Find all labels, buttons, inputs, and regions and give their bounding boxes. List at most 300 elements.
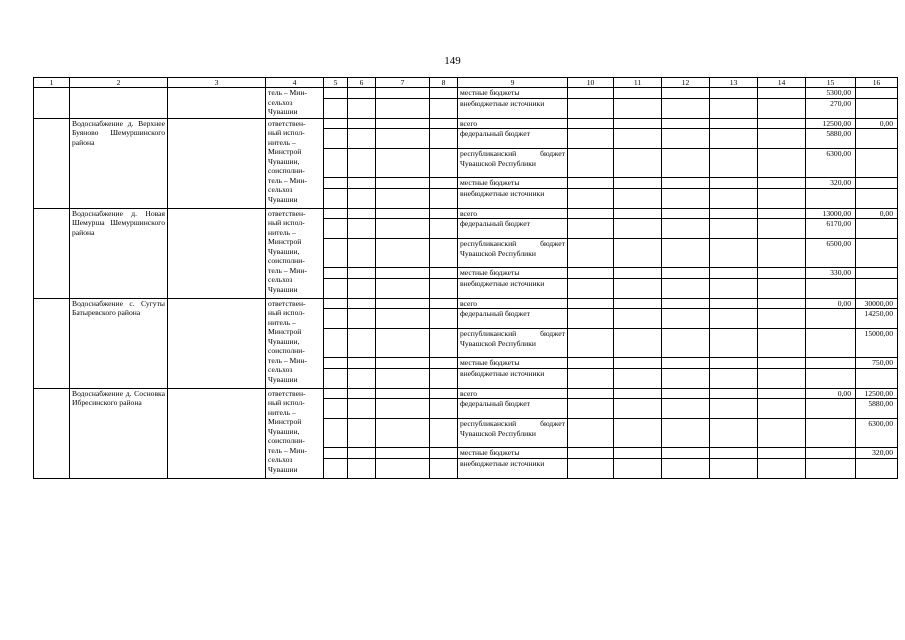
empty-cell (430, 118, 458, 129)
page-number: 149 (444, 55, 461, 67)
empty-cell (758, 149, 806, 178)
empty-cell (614, 118, 662, 129)
empty-cell (758, 368, 806, 388)
funding-source: внебюджетные источники (458, 188, 568, 208)
amount-col15: 13000,00 (806, 208, 856, 219)
empty-cell (662, 388, 710, 399)
empty-cell (614, 309, 662, 329)
result-cell (168, 208, 266, 298)
empty-cell (662, 368, 710, 388)
empty-cell (614, 388, 662, 399)
empty-cell (376, 208, 430, 219)
empty-cell (758, 208, 806, 219)
empty-cell (324, 458, 348, 478)
amount-col15: 0,00 (806, 388, 856, 399)
empty-cell (710, 399, 758, 419)
empty-cell (710, 188, 758, 208)
empty-cell (376, 358, 430, 369)
result-cell (168, 388, 266, 478)
column-header: 5 (324, 78, 348, 88)
empty-cell (430, 458, 458, 478)
empty-cell (430, 268, 458, 279)
amount-col15 (806, 368, 856, 388)
empty-cell (662, 329, 710, 358)
empty-cell (348, 329, 376, 358)
empty-cell (348, 118, 376, 129)
empty-cell (614, 419, 662, 448)
empty-cell (568, 458, 614, 478)
empty-cell (758, 129, 806, 149)
empty-cell (710, 129, 758, 149)
empty-cell (614, 88, 662, 99)
empty-cell (376, 219, 430, 239)
empty-cell (568, 118, 614, 129)
funding-source: местные бюджеты (458, 358, 568, 369)
empty-cell (324, 399, 348, 419)
empty-cell (324, 178, 348, 189)
amount-col16: 0,00 (856, 118, 898, 129)
empty-cell (758, 88, 806, 99)
empty-cell (324, 278, 348, 298)
empty-cell (710, 309, 758, 329)
empty-cell (348, 149, 376, 178)
empty-cell (430, 88, 458, 99)
empty-cell (324, 149, 348, 178)
empty-cell (614, 448, 662, 459)
empty-cell (430, 358, 458, 369)
empty-cell (758, 188, 806, 208)
amount-col16 (856, 458, 898, 478)
empty-cell (568, 129, 614, 149)
empty-cell (568, 208, 614, 219)
result-cell (168, 298, 266, 388)
row-number-cell (34, 118, 70, 208)
empty-cell (376, 268, 430, 279)
funding-source: внебюджетные источники (458, 278, 568, 298)
funding-source: федеральный бюджет (458, 219, 568, 239)
empty-cell (568, 178, 614, 189)
empty-cell (324, 219, 348, 239)
empty-cell (430, 309, 458, 329)
event-name-cell: Водоснабжение д. Верхнее Буяново Шемуршинского района (70, 118, 168, 208)
amount-col16: 320,00 (856, 448, 898, 459)
empty-cell (568, 448, 614, 459)
empty-cell (324, 298, 348, 309)
funding-source: внебюджетные источники (458, 368, 568, 388)
column-header: 16 (856, 78, 898, 88)
column-header: 10 (568, 78, 614, 88)
funding-source: федеральный бюджет (458, 309, 568, 329)
empty-cell (376, 399, 430, 419)
empty-cell (758, 298, 806, 309)
funding-source: республиканский бюджет Чувашской Республики (458, 239, 568, 268)
empty-cell (376, 129, 430, 149)
amount-col16: 30000,00 (856, 298, 898, 309)
empty-cell (348, 448, 376, 459)
amount-col16 (856, 188, 898, 208)
empty-cell (662, 129, 710, 149)
empty-cell (662, 458, 710, 478)
empty-cell (662, 358, 710, 369)
empty-cell (662, 219, 710, 239)
empty-cell (710, 458, 758, 478)
empty-cell (614, 188, 662, 208)
empty-cell (662, 149, 710, 178)
empty-cell (614, 268, 662, 279)
empty-cell (376, 239, 430, 268)
result-cell (168, 88, 266, 119)
empty-cell (758, 448, 806, 459)
empty-cell (376, 278, 430, 298)
empty-cell (430, 368, 458, 388)
empty-cell (568, 188, 614, 208)
empty-cell (430, 178, 458, 189)
amount-col16 (856, 129, 898, 149)
empty-cell (614, 149, 662, 178)
empty-cell (568, 368, 614, 388)
empty-cell (348, 178, 376, 189)
empty-cell (348, 388, 376, 399)
empty-cell (568, 239, 614, 268)
empty-cell (758, 358, 806, 369)
empty-cell (324, 208, 348, 219)
column-header: 15 (806, 78, 856, 88)
executor-cell: ответствен- ный испол- нитель – Минстрой Чувашии, соисполни- тель – Мин- сельхоз Чувашии (266, 298, 324, 388)
column-header: 12 (662, 78, 710, 88)
empty-cell (614, 219, 662, 239)
funding-source: местные бюджеты (458, 178, 568, 189)
amount-col15 (806, 358, 856, 369)
amount-col15: 320,00 (806, 178, 856, 189)
empty-cell (758, 98, 806, 118)
empty-cell (348, 88, 376, 99)
empty-cell (568, 278, 614, 298)
empty-cell (758, 309, 806, 329)
column-header: 2 (70, 78, 168, 88)
empty-cell (430, 98, 458, 118)
empty-cell (568, 358, 614, 369)
amount-col15: 12500,00 (806, 118, 856, 129)
funding-source: местные бюджеты (458, 448, 568, 459)
empty-cell (662, 239, 710, 268)
amount-col15: 5300,00 (806, 88, 856, 99)
funding-source: внебюджетные источники (458, 98, 568, 118)
event-name-cell: Водоснабжение д. Сосновка Ибресинского района (70, 388, 168, 478)
table-row (34, 208, 898, 219)
empty-cell (376, 309, 430, 329)
empty-cell (710, 149, 758, 178)
empty-cell (430, 129, 458, 149)
column-header: 11 (614, 78, 662, 88)
empty-cell (662, 88, 710, 99)
empty-cell (430, 208, 458, 219)
amount-col16 (856, 239, 898, 268)
empty-cell (614, 329, 662, 358)
row-number-cell (34, 298, 70, 388)
empty-cell (662, 208, 710, 219)
empty-cell (348, 399, 376, 419)
empty-cell (568, 309, 614, 329)
empty-cell (376, 448, 430, 459)
amount-col16: 14250,00 (856, 309, 898, 329)
amount-col16: 0,00 (856, 208, 898, 219)
empty-cell (324, 268, 348, 279)
empty-cell (662, 419, 710, 448)
budget-table (33, 77, 898, 479)
empty-cell (430, 399, 458, 419)
executor-cell: ответствен- ный испол- нитель – Минстрой Чувашии, соисполни- тель – Мин- сельхоз Чувашии (266, 208, 324, 298)
funding-source: федеральный бюджет (458, 129, 568, 149)
empty-cell (348, 98, 376, 118)
empty-cell (324, 118, 348, 129)
empty-cell (324, 309, 348, 329)
empty-cell (348, 358, 376, 369)
empty-cell (758, 268, 806, 279)
empty-cell (758, 419, 806, 448)
empty-cell (348, 219, 376, 239)
amount-col15 (806, 419, 856, 448)
empty-cell (662, 268, 710, 279)
empty-cell (662, 399, 710, 419)
amount-col16 (856, 88, 898, 99)
header-row (34, 78, 898, 88)
amount-col15: 6300,00 (806, 149, 856, 178)
empty-cell (710, 298, 758, 309)
amount-col16: 15000,00 (856, 329, 898, 358)
event-name-cell: Водоснабжение с. Сугуты Батыревского района (70, 298, 168, 388)
empty-cell (710, 278, 758, 298)
empty-cell (710, 419, 758, 448)
event-name-cell (70, 88, 168, 119)
funding-source: республиканский бюджет Чувашской Республики (458, 149, 568, 178)
empty-cell (376, 178, 430, 189)
empty-cell (568, 149, 614, 178)
empty-cell (376, 98, 430, 118)
empty-cell (710, 448, 758, 459)
funding-source: местные бюджеты (458, 268, 568, 279)
empty-cell (614, 458, 662, 478)
empty-cell (710, 219, 758, 239)
empty-cell (758, 278, 806, 298)
table-row (34, 298, 898, 309)
amount-col15 (806, 448, 856, 459)
amount-col15: 5880,00 (806, 129, 856, 149)
empty-cell (348, 239, 376, 268)
column-header: 8 (430, 78, 458, 88)
empty-cell (324, 188, 348, 208)
empty-cell (376, 329, 430, 358)
column-header: 9 (458, 78, 568, 88)
empty-cell (710, 329, 758, 358)
amount-col16 (856, 268, 898, 279)
empty-cell (568, 329, 614, 358)
empty-cell (568, 98, 614, 118)
amount-col15 (806, 278, 856, 298)
empty-cell (324, 368, 348, 388)
empty-cell (710, 178, 758, 189)
empty-cell (324, 419, 348, 448)
empty-cell (568, 399, 614, 419)
empty-cell (710, 368, 758, 388)
empty-cell (662, 118, 710, 129)
executor-cell: ответствен- ный испол- нитель – Минстрой Чувашии, соисполни- тель – Мин- сельхоз Чувашии (266, 388, 324, 478)
empty-cell (376, 149, 430, 178)
empty-cell (376, 419, 430, 448)
empty-cell (710, 268, 758, 279)
amount-col15: 6500,00 (806, 239, 856, 268)
empty-cell (568, 219, 614, 239)
column-header: 7 (376, 78, 430, 88)
empty-cell (376, 458, 430, 478)
empty-cell (710, 239, 758, 268)
empty-cell (568, 268, 614, 279)
empty-cell (430, 298, 458, 309)
funding-source: всего (458, 298, 568, 309)
empty-cell (614, 358, 662, 369)
empty-cell (614, 208, 662, 219)
funding-source: внебюджетные источники (458, 458, 568, 478)
empty-cell (348, 309, 376, 329)
empty-cell (568, 419, 614, 448)
empty-cell (662, 188, 710, 208)
column-header: 3 (168, 78, 266, 88)
funding-source: республиканский бюджет Чувашской Республики (458, 329, 568, 358)
empty-cell (662, 178, 710, 189)
empty-cell (430, 219, 458, 239)
column-header: 6 (348, 78, 376, 88)
column-header: 14 (758, 78, 806, 88)
empty-cell (662, 298, 710, 309)
funding-source: местные бюджеты (458, 88, 568, 99)
empty-cell (324, 329, 348, 358)
amount-col16 (856, 219, 898, 239)
empty-cell (324, 239, 348, 268)
row-number-cell (34, 88, 70, 119)
empty-cell (430, 419, 458, 448)
empty-cell (348, 298, 376, 309)
amount-col15 (806, 309, 856, 329)
empty-cell (710, 88, 758, 99)
empty-cell (614, 278, 662, 298)
empty-cell (662, 278, 710, 298)
empty-cell (710, 208, 758, 219)
empty-cell (348, 268, 376, 279)
empty-cell (430, 239, 458, 268)
empty-cell (758, 118, 806, 129)
empty-cell (348, 188, 376, 208)
empty-cell (348, 419, 376, 448)
empty-cell (430, 149, 458, 178)
empty-cell (758, 388, 806, 399)
event-name-cell: Водоснабжение д. Новая Шемурша Шемуршинского района (70, 208, 168, 298)
empty-cell (758, 239, 806, 268)
amount-col15 (806, 188, 856, 208)
empty-cell (568, 298, 614, 309)
empty-cell (324, 448, 348, 459)
empty-cell (348, 458, 376, 478)
amount-col16 (856, 278, 898, 298)
empty-cell (758, 178, 806, 189)
empty-cell (710, 118, 758, 129)
empty-cell (614, 298, 662, 309)
empty-cell (430, 448, 458, 459)
amount-col16 (856, 149, 898, 178)
executor-cell: ответствен- ный испол- нитель – Минстрой Чувашии, соисполни- тель – Мин- сельхоз Чувашии (266, 118, 324, 208)
empty-cell (376, 388, 430, 399)
table-row (34, 388, 898, 399)
empty-cell (614, 368, 662, 388)
empty-cell (376, 88, 430, 99)
table-row (34, 88, 898, 99)
empty-cell (348, 129, 376, 149)
column-header: 13 (710, 78, 758, 88)
amount-col16 (856, 368, 898, 388)
empty-cell (758, 458, 806, 478)
row-number-cell (34, 388, 70, 478)
funding-source: федеральный бюджет (458, 399, 568, 419)
funding-source: всего (458, 208, 568, 219)
empty-cell (568, 88, 614, 99)
empty-cell (430, 329, 458, 358)
empty-cell (758, 219, 806, 239)
column-header: 4 (266, 78, 324, 88)
empty-cell (614, 98, 662, 118)
empty-cell (662, 448, 710, 459)
empty-cell (324, 88, 348, 99)
amount-col16 (856, 98, 898, 118)
amount-col16: 5880,00 (856, 399, 898, 419)
empty-cell (376, 188, 430, 208)
row-number-cell (34, 208, 70, 298)
amount-col15: 0,00 (806, 298, 856, 309)
empty-cell (348, 278, 376, 298)
amount-col16 (856, 178, 898, 189)
empty-cell (614, 129, 662, 149)
result-cell (168, 118, 266, 208)
empty-cell (614, 239, 662, 268)
empty-cell (710, 358, 758, 369)
amount-col15 (806, 399, 856, 419)
amount-col15: 330,00 (806, 268, 856, 279)
empty-cell (710, 388, 758, 399)
empty-cell (376, 118, 430, 129)
empty-cell (348, 208, 376, 219)
empty-cell (324, 129, 348, 149)
empty-cell (614, 178, 662, 189)
empty-cell (710, 98, 758, 118)
amount-col16: 750,00 (856, 358, 898, 369)
empty-cell (758, 399, 806, 419)
empty-cell (324, 358, 348, 369)
funding-source: всего (458, 388, 568, 399)
empty-cell (568, 388, 614, 399)
empty-cell (324, 388, 348, 399)
amount-col15 (806, 329, 856, 358)
empty-cell (662, 309, 710, 329)
empty-cell (614, 399, 662, 419)
amount-col15: 6170,00 (806, 219, 856, 239)
funding-source: республиканский бюджет Чувашской Республики (458, 419, 568, 448)
empty-cell (376, 368, 430, 388)
empty-cell (662, 98, 710, 118)
empty-cell (348, 368, 376, 388)
amount-col15: 270,00 (806, 98, 856, 118)
amount-col16: 12500,00 (856, 388, 898, 399)
empty-cell (376, 298, 430, 309)
table-row (34, 118, 898, 129)
funding-source: всего (458, 118, 568, 129)
executor-cell: тель – Мин- сельхоз Чувашии (266, 88, 324, 119)
